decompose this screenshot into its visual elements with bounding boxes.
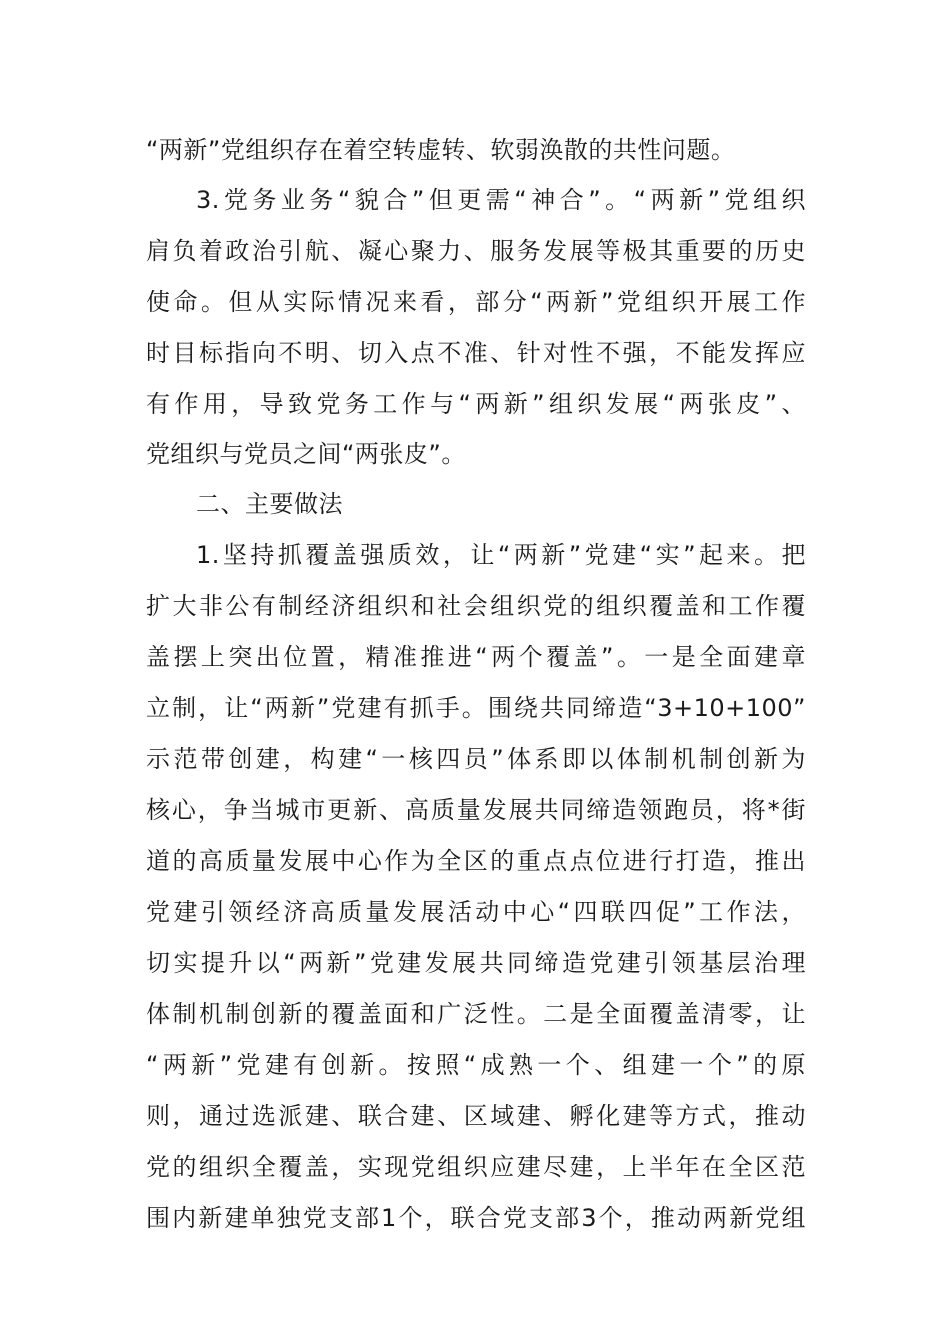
text-line: 1.坚持抓覆盖强质效，让“两新”党建“实”起来。把 [196, 541, 806, 569]
text-line: 党的组织全覆盖，实现党组织应建尽建，上半年在全区范 [146, 1153, 806, 1181]
text-line: 党组织与党员之间“两张皮”。 [146, 440, 466, 468]
text-line: “两新”党建有创新。按照“成熟一个、组建一个”的原 [146, 1051, 806, 1079]
text-line: 道的高质量发展中心作为全区的重点点位进行打造，推出 [146, 847, 806, 875]
text-line: 盖摆上突出位置，精准推进“两个覆盖”。一是全面建章 [146, 643, 806, 671]
text-line: 围内新建单独党支部1个，联合党支部3个，推动两新党组 [146, 1204, 806, 1232]
text-line: 核心，争当城市更新、高质量发展共同缔造领跑员，将*街 [146, 796, 806, 824]
text-line: 党建引领经济高质量发展活动中心“四联四促”工作法， [146, 898, 806, 926]
text-line: 肩负着政治引航、凝心聚力、服务发展等极其重要的历史 [146, 237, 806, 265]
text-line: 有作用，导致党务工作与“两新”组织发展“两张皮”、 [146, 390, 806, 418]
text-line: 立制，让“两新”党建有抓手。围绕共同缔造“3+10+100” [146, 694, 806, 722]
text-line: 使命。但从实际情况来看，部分“两新”党组织开展工作 [146, 288, 806, 316]
text-line: “两新”党组织存在着空转虚转、软弱涣散的共性问题。 [146, 136, 736, 164]
text-line: 3.党务业务“貌合”但更需“神合”。“两新”党组织 [196, 186, 806, 214]
text-line: 扩大非公有制经济组织和社会组织党的组织覆盖和工作覆 [146, 592, 806, 620]
text-line: 时目标指向不明、切入点不准、针对性不强，不能发挥应 [146, 339, 806, 367]
section-heading: 二、主要做法 [196, 490, 343, 518]
text-line: 示范带创建，构建“一核四员”体系即以体制机制创新为 [146, 745, 806, 773]
text-line: 体制机制创新的覆盖面和广泛性。二是全面覆盖清零，让 [146, 1000, 806, 1028]
text-line: 则，通过选派建、联合建、区域建、孵化建等方式，推动 [146, 1102, 806, 1130]
text-line: 切实提升以“两新”党建发展共同缔造党建引领基层治理 [146, 949, 806, 977]
